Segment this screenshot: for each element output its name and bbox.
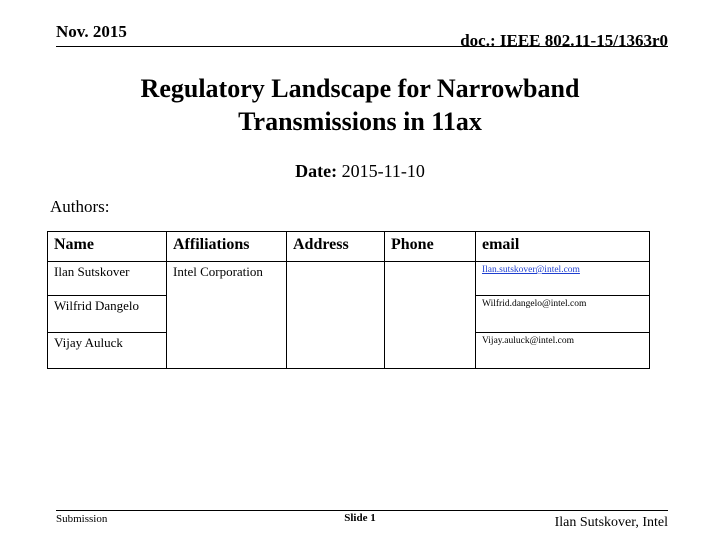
author-email: Wilfrid.dangelo@intel.com bbox=[476, 296, 650, 333]
date-value: 2015-11-10 bbox=[341, 161, 425, 181]
column-header-name: Name bbox=[48, 232, 167, 262]
column-header-phone: Phone bbox=[385, 232, 476, 262]
author-email-link[interactable]: Ilan.sutskover@intel.com bbox=[482, 265, 580, 275]
footer-divider bbox=[56, 510, 668, 511]
authors-table bbox=[47, 231, 650, 369]
author-name: Wilfrid Dangelo bbox=[48, 296, 167, 333]
authors-label: Authors: bbox=[50, 197, 110, 216]
table-row bbox=[48, 262, 650, 296]
date-label: Date: bbox=[295, 161, 338, 181]
author-email: Vijay.auluck@intel.com bbox=[476, 333, 650, 369]
author-address bbox=[287, 262, 385, 369]
column-header-address: Address bbox=[287, 232, 385, 262]
author-name: Vijay Auluck bbox=[48, 333, 167, 369]
slide-title bbox=[60, 72, 660, 138]
author-email-cell bbox=[476, 262, 650, 296]
date-line bbox=[0, 161, 720, 182]
author-phone bbox=[385, 262, 476, 369]
header-date: Nov. 2015 bbox=[56, 22, 127, 41]
author-name: Ilan Sutskover bbox=[48, 262, 167, 296]
footer-slide-number: Slide 1 bbox=[344, 512, 376, 524]
header-divider bbox=[56, 46, 668, 47]
slide-title-line-2: Transmissions in 11ax bbox=[238, 107, 482, 136]
document-id: doc.: IEEE 802.11-15/1363r0 bbox=[460, 31, 668, 50]
slide-title-line-1: Regulatory Landscape for Narrowband bbox=[140, 74, 580, 103]
footer-author: Ilan Sutskover, Intel bbox=[554, 515, 668, 530]
footer-submission: Submission bbox=[56, 513, 108, 525]
column-header-email: email bbox=[476, 232, 650, 262]
table-header-row bbox=[48, 232, 650, 262]
author-affiliation: Intel Corporation bbox=[167, 262, 287, 369]
column-header-affiliations: Affiliations bbox=[167, 232, 287, 262]
